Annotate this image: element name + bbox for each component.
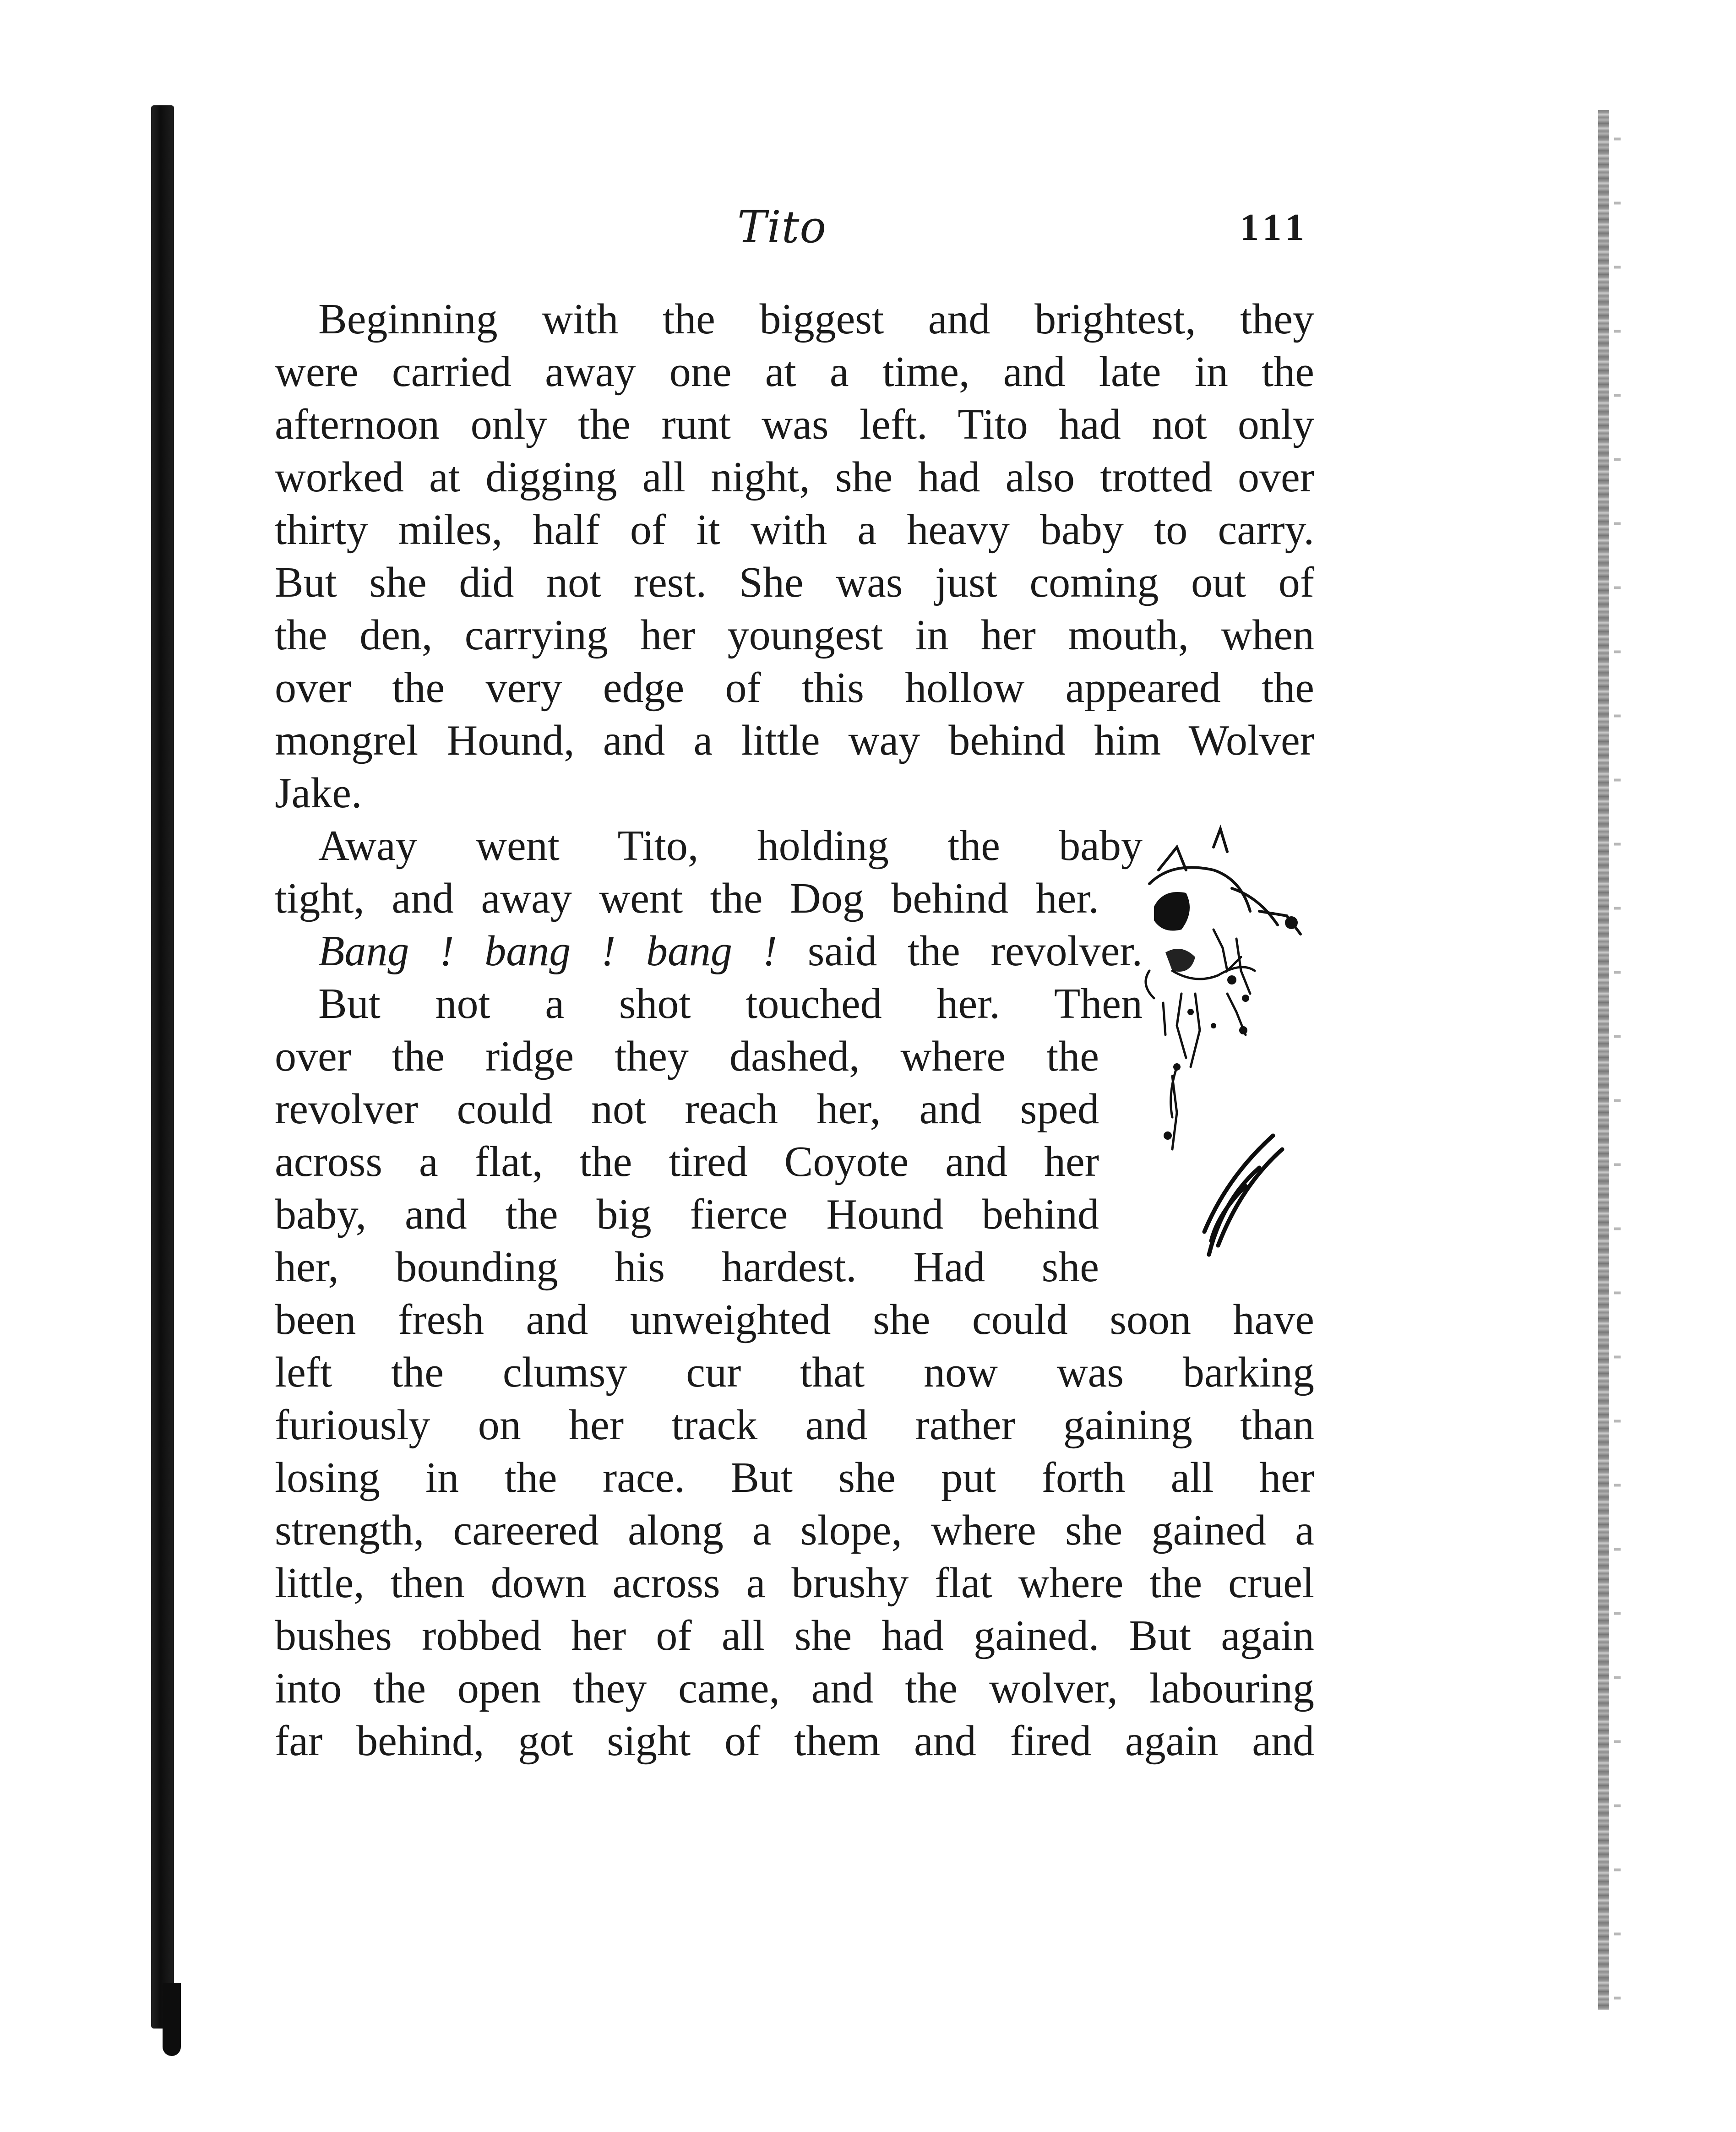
text-line: But not a shot touched her. Then: [318, 980, 1143, 1028]
text-line: losing in the race. But she put forth all her: [275, 1454, 1314, 1501]
page-edge-strip: [1598, 110, 1609, 2010]
page-header: [275, 201, 1310, 266]
page-binding-shadow: [151, 105, 174, 2029]
text-line: Jake.: [275, 769, 362, 817]
text-line: over the very edge of this hollow appeared the: [275, 664, 1314, 712]
text-line: thirty miles, half of it with a heavy baby to carry.: [275, 506, 1314, 554]
running-title: Tito: [737, 201, 827, 253]
text-line: revolver could not reach her, and sped: [275, 1085, 1099, 1133]
text-line: strength, careered along a slope, where she gained a: [275, 1507, 1314, 1554]
page-number: 111: [1240, 206, 1310, 249]
text-line-exclamation: [275, 925, 1143, 978]
text-line: into the open they came, and the wolver, labouring: [275, 1664, 1314, 1712]
page-edge-marks: [1614, 110, 1621, 2010]
italic-exclamation: Bang ! bang ! bang !: [318, 927, 778, 975]
text-line: little, then down across a brushy flat where the cruel: [275, 1559, 1314, 1607]
text-line: worked at digging all night, she had also trotted over: [275, 453, 1314, 501]
text-line: over the ridge they dashed, where the: [275, 1033, 1099, 1080]
text-line: left the clumsy cur that now was barking: [275, 1349, 1314, 1396]
text-line: across a flat, the tired Coyote and her: [275, 1138, 1099, 1186]
text-line: her, bounding his hardest. Had she: [275, 1243, 1099, 1291]
text-line: afternoon only the runt was left. Tito had not only: [275, 401, 1314, 448]
text-line: But she did not rest. She was just coming out of: [275, 559, 1314, 606]
text-line: baby, and the big fierce Hound behind: [275, 1191, 1099, 1238]
text-line: furiously on her track and rather gaining than: [275, 1401, 1314, 1449]
coyote-running-sketch-icon: [1122, 820, 1314, 1268]
text-line: been fresh and unweighted she could soon have: [275, 1296, 1314, 1343]
text-line: were carried away one at a time, and late in the: [275, 348, 1314, 396]
text-line: far behind, got sight of them and fired again and: [275, 1717, 1314, 1765]
text-line: bushes robbed her of all she had gained. But again: [275, 1612, 1314, 1659]
text-line: tight, and away went the Dog behind her.: [275, 875, 1099, 922]
text-fragment: said the revolver.: [807, 927, 1143, 975]
text-line: Beginning with the biggest and brightest, they: [318, 295, 1314, 343]
text-line: the den, carrying her youngest in her mouth, when: [275, 611, 1314, 659]
text-line: mongrel Hound, and a little way behind him Wolver: [275, 717, 1314, 764]
text-line: Away went Tito, holding the baby: [318, 822, 1143, 870]
page-binding-shadow-end: [163, 1983, 181, 2056]
